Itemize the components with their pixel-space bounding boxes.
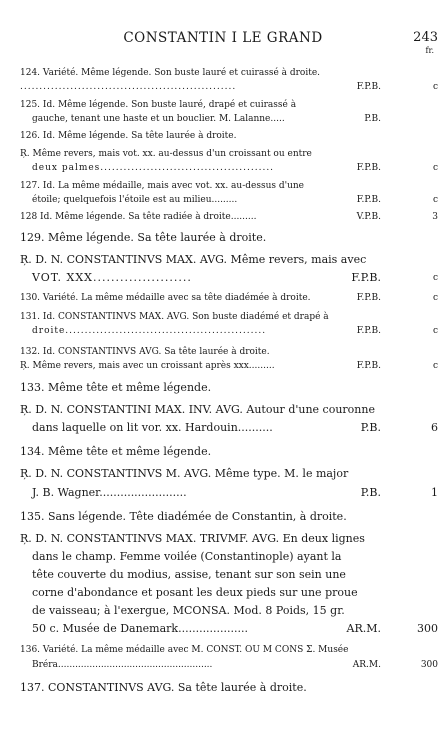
entry-133-line-1: 133. Même tête et même légende.	[20, 381, 212, 394]
entry-130-value: c	[432, 293, 438, 303]
entry-135-reverse: Ŗ. D. N. CONSTANTINVS MAX. TRIVMF. AVG. En deux lignes	[20, 532, 365, 545]
entry-135-line-7: 50 c. Musée de Danemark....................	[32, 622, 249, 635]
entry-125-line-2: gauche, tenant une haste et un bouclier. M. Lalanne.....	[32, 114, 285, 124]
entry-135-line-4: tête couverte du modius, assise, tenant sur son sein une	[32, 568, 346, 581]
entry-127-line-1: 127. Id. La même médaille, mais avec vot. xx. au-dessus d'une	[20, 181, 305, 191]
entry-134-type: P.B.	[360, 486, 381, 499]
entry-133-reverse: Ŗ. D. N. CONSTANTINI MAX. INV. AVG. Autour d'une couronne	[20, 403, 375, 416]
entry-132-type: F.P.B.	[356, 361, 381, 371]
page-number: 243	[413, 30, 438, 45]
entry-129-reverse: Ŗ. D. N. CONSTANTINVS MAX. AVG. Même revers, mais avec	[20, 253, 367, 266]
entry-135-value: 300	[417, 622, 438, 635]
entry-132-value: c	[432, 361, 438, 371]
entry-129-leader: VOT. XXX......................	[32, 271, 192, 284]
entry-127-type: F.P.B.	[356, 195, 381, 205]
entry-126-type: F.P.B.	[356, 163, 381, 173]
entry-132-line-1: 132. Id. CONSTANTINVS AVG. Sa tête laurée à droite.	[20, 347, 270, 357]
entry-126-leader: deux palmes.............................................	[32, 163, 275, 173]
entry-125-line-1: 125. Id. Même légende. Son buste lauré, drapé et cuirassé à	[20, 100, 297, 110]
entry-129-value: c	[432, 273, 438, 283]
entry-135-type: AR.M.	[346, 622, 381, 635]
entry-128-type: V.P.B.	[356, 212, 381, 222]
entry-134-line-3: J. B. Wagner.........................	[32, 486, 187, 499]
entry-136-type: AR.M.	[352, 660, 381, 670]
entry-136-line-1: 136. Variété. La même médaille avec M. CONST. OU M CONS Σ. Musée	[20, 645, 349, 655]
entry-124-type: F.P.B.	[356, 82, 381, 92]
entry-132-reverse: Ŗ. Même revers, mais avec un croissant après xxx.........	[20, 361, 275, 371]
entry-127-line-2: étoile; quelquefois l'étoile est au milieu.........	[32, 195, 238, 205]
entry-130-type: F.P.B.	[356, 293, 381, 303]
entry-126-line-1: 126. Id. Même légende. Sa tête laurée à droite.	[20, 131, 237, 141]
entry-133-value: 6	[431, 421, 438, 434]
entry-124-line-1: 124. Variété. Même légende. Son buste lauré et cuirassé à droite.	[20, 68, 321, 78]
entry-130-line-1: 130. Variété. La même médaille avec sa tête diadémée à droite.	[20, 293, 311, 303]
entry-133-type: P.B.	[360, 421, 381, 434]
entry-136-value: 300	[420, 660, 438, 670]
entry-131-leader: droite....................................................	[32, 326, 267, 336]
entry-124-leader: ........................................................	[20, 82, 237, 92]
entry-127-value: c	[432, 195, 438, 205]
entry-134-line-1: 134. Même tête et même légende.	[20, 445, 212, 458]
page-header	[0, 30, 446, 60]
entry-135-line-6: de vaisseau; à l'exergue, MCONSA. Mod. 8 Poids, 15 gr.	[32, 604, 345, 617]
entry-129-type: F.P.B.	[351, 271, 381, 284]
entry-129-line-1: 129. Même légende. Sa tête laurée à droite.	[20, 231, 267, 244]
entry-134-value: 1	[431, 486, 438, 499]
entry-131-value: c	[432, 326, 438, 336]
entry-135-line-5: corne d'abondance et posant les deux pieds sur une proue	[32, 586, 358, 599]
entry-135-line-1: 135. Sans légende. Tête diadémée de Constantin, à droite.	[20, 510, 347, 523]
value-unit-label: fr.	[425, 46, 434, 55]
entry-131-line-1: 131. Id. CONSTANTINVS MAX. AVG. Son buste diadémé et drapé à	[20, 312, 329, 322]
entry-126-value: c	[432, 163, 438, 173]
entry-124-value: c	[432, 82, 438, 92]
entry-128-value: 3	[432, 212, 438, 222]
entry-137-line-1: 137. CONSTANTINVS AVG. Sa tête laurée à droite.	[20, 681, 307, 694]
entry-131-type: F.P.B.	[356, 326, 381, 336]
entry-125-type: P.B.	[364, 114, 381, 124]
entry-136-line-2: Bréra......................................................	[32, 660, 213, 670]
entry-128-line-1: 128 Id. Même légende. Sa tête radiée à droite.........	[20, 212, 257, 222]
entry-126-reverse: Ŗ. Même revers, mais vot. xx. au-dessus d'un croissant ou entre	[20, 149, 312, 159]
entry-135-line-3: dans le champ. Femme voilée (Constantinople) ayant la	[32, 550, 342, 563]
entry-134-reverse: Ŗ. D. N. CONSTANTINVS M. AVG. Même type. M. le major	[20, 467, 349, 480]
entry-133-line-3: dans laquelle on lit vor. xx. Hardouin..........	[32, 421, 273, 434]
running-title: CONSTANTIN I LE GRAND	[123, 30, 323, 46]
